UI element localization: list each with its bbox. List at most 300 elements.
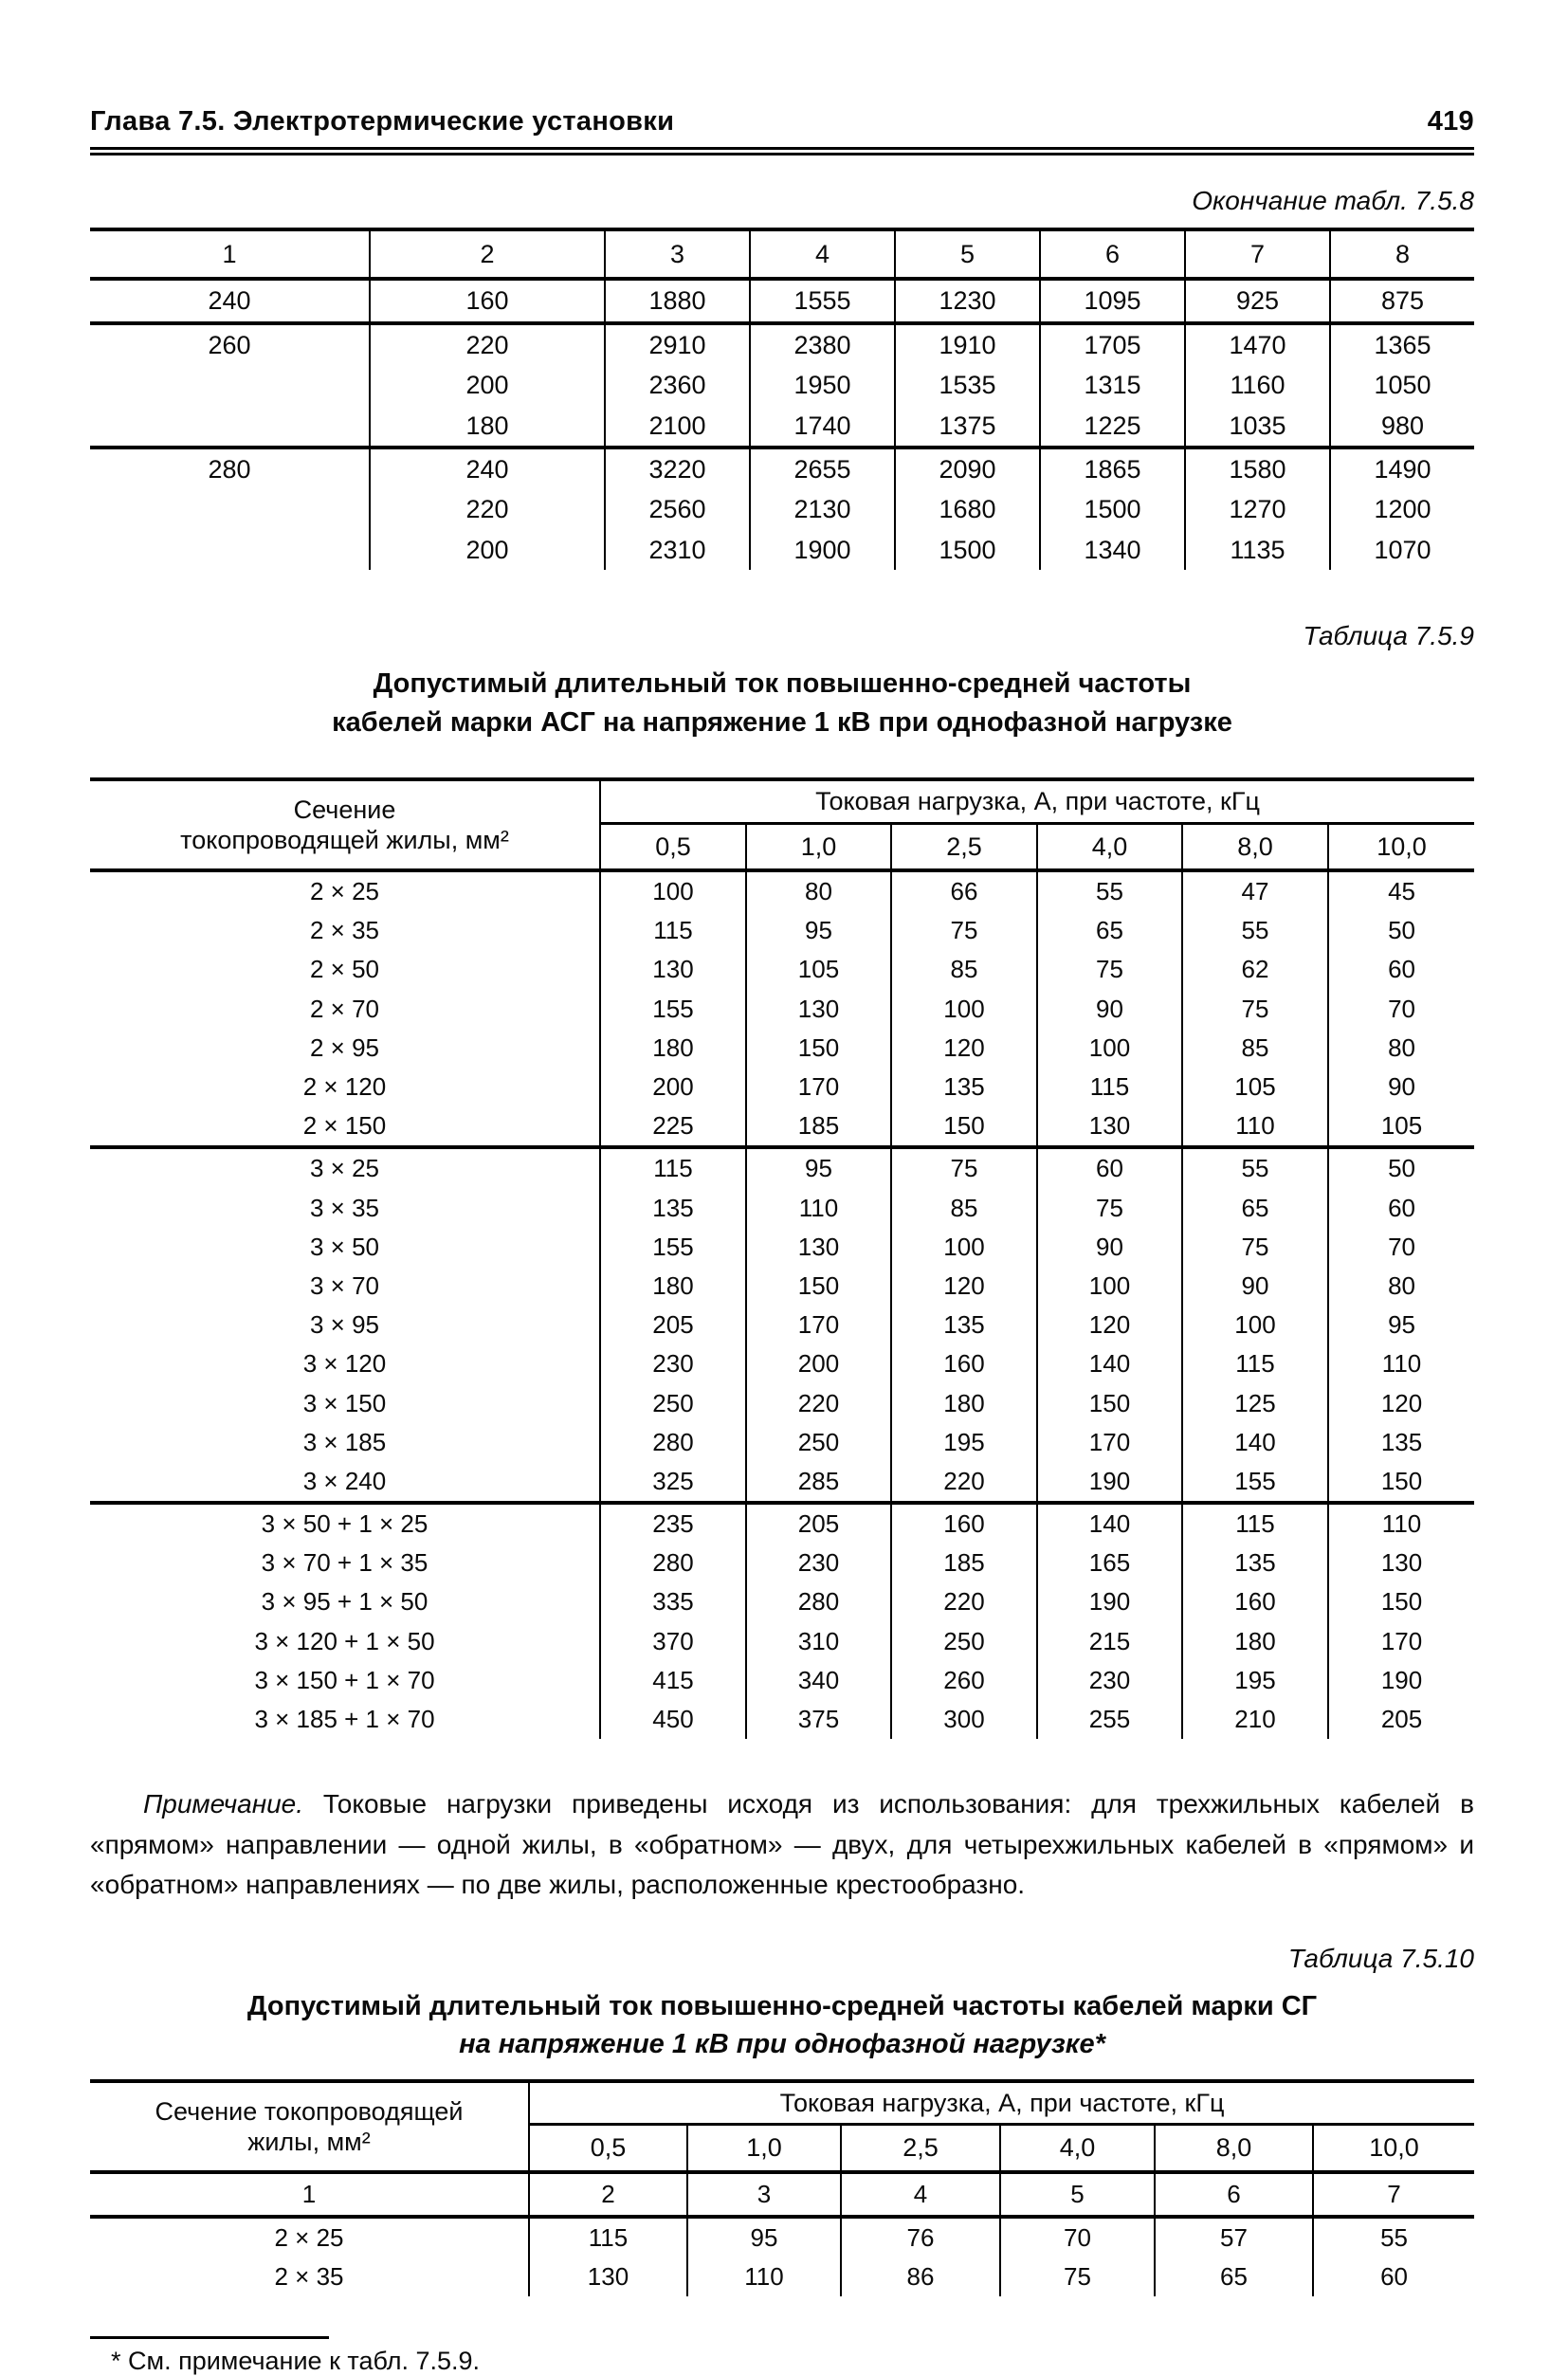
frequency-header: 0,5 [600,823,746,870]
table-759-caption: Таблица 7.5.9 [1303,621,1474,651]
table-cell: 280 [90,448,370,489]
table-cell: 1535 [895,365,1040,405]
table-cell: 1740 [750,406,895,448]
table-row [90,950,1474,989]
table-cell: 95 [746,1147,891,1188]
table-cell: 280 [600,1423,746,1462]
row-label: 3 × 95 [309,1310,379,1340]
table-cell: 250 [891,1622,1037,1661]
table-cell: 130 [746,990,891,1029]
table-cell: 80 [746,870,891,911]
table-cell: 170 [746,1068,891,1106]
table-cell: 65 [1037,911,1182,950]
table-cell: 235 [600,1503,746,1544]
row-label: 2 × 150 [302,1111,387,1141]
table-cell: 100 [891,990,1037,1029]
table-row [90,406,1474,448]
load-span-header: Токовая нагрузка, А, при частоте, кГц [600,779,1474,823]
table-cell [90,489,370,529]
table-cell: 75 [891,911,1037,950]
table-cell: 135 [891,1306,1037,1344]
table-row [90,489,1474,529]
row-label: 3 × 150 + 1 × 70 [254,1665,435,1694]
table-cell: 75 [891,1147,1037,1188]
frequency-header: 4,0 [1000,2125,1155,2172]
table-cell: 1555 [750,279,895,322]
table-cell: 1865 [1040,448,1185,489]
table-cell: 1070 [1330,530,1474,570]
row-label: 3 × 120 + 1 × 50 [254,1626,435,1655]
table-cell: 90 [1037,1228,1182,1267]
table-cell: 240 [370,448,605,489]
table-cell: 285 [746,1462,891,1503]
table-cell: 190 [1037,1582,1182,1621]
table-cell: 2380 [750,323,895,365]
table-row [90,870,1474,911]
table-cell: 1340 [1040,530,1185,570]
table-cell: 1900 [750,530,895,570]
table-cell: 50 [1328,1147,1474,1188]
table-cell: 1500 [1040,489,1185,529]
table-759 [90,777,1474,1739]
table-cell: 220 [370,489,605,529]
frequency-header: 2,5 [841,2125,1000,2172]
table-759-title-line1: Допустимый длительный ток повышенно-средней частоты [373,668,1192,700]
table-cell: 205 [600,1306,746,1344]
row-label: 2 × 35 [274,2262,344,2292]
table-cell: 220 [370,323,605,365]
table-cell: 100 [1037,1029,1182,1068]
table-cell: 220 [746,1384,891,1423]
table-cell: 45 [1328,870,1474,911]
table-cell: 110 [687,2257,841,2296]
table-cell: 90 [1182,1267,1328,1306]
table-row [90,911,1474,950]
table-cell: 75 [1037,950,1182,989]
table-row [90,1622,1474,1661]
table-cell: 110 [1328,1344,1474,1383]
table-row [90,1544,1474,1582]
table-cell: 280 [746,1582,891,1621]
table-7510-caption: Таблица 7.5.10 [1287,1943,1474,1973]
frequency-header: 4,0 [1037,823,1182,870]
row-label: 3 × 185 + 1 × 70 [254,1705,435,1734]
row-label: 3 × 50 [309,1232,379,1261]
table-cell: 1375 [895,406,1040,448]
table-cell: 120 [891,1029,1037,1068]
row-label: 3 × 150 [302,1388,387,1417]
table-cell: 335 [600,1582,746,1621]
table-cell: 2310 [605,530,750,570]
table-cell: 85 [891,950,1037,989]
table-cell [90,406,370,448]
section-column-header-line1: Сечение [293,795,396,824]
table-cell: 65 [1182,1189,1328,1228]
table-cell: 205 [1328,1700,1474,1739]
table-cell: 160 [1182,1582,1328,1621]
table-7510 [90,2079,1474,2296]
table-7510-title-line2: на напряжение 1 кВ при однофазной нагрузке* [459,2029,1105,2060]
table-cell: 155 [600,990,746,1029]
table-cell: 1160 [1185,365,1330,405]
table-cell: 925 [1185,279,1330,322]
table-cell: 150 [1037,1384,1182,1423]
table-cell: 200 [600,1068,746,1106]
row-label: 2 × 35 [309,916,379,945]
table-cell: 95 [1328,1306,1474,1344]
table-cell: 1680 [895,489,1040,529]
section-column-header [90,779,600,870]
table-cell: 150 [746,1029,891,1068]
table-cell: 220 [891,1462,1037,1503]
table-cell [90,365,370,405]
table-cell: 200 [370,530,605,570]
table-cell: 1490 [1330,448,1474,489]
table-cell: 220 [891,1582,1037,1621]
table-cell: 150 [1328,1462,1474,1503]
table-cell: 62 [1182,950,1328,989]
table-cell: 160 [891,1503,1037,1544]
table-cell: 155 [600,1228,746,1267]
table-cell: 115 [1182,1344,1328,1383]
table-row [90,1503,1474,1544]
section-column-header-line2: токопроводящей жилы, мм² [180,826,509,855]
table-cell: 50 [1328,911,1474,950]
table-cell: 95 [746,911,891,950]
table-cell: 160 [891,1344,1037,1383]
table-cell: 85 [1182,1029,1328,1068]
row-label: 2 × 25 [309,877,379,906]
note-label: Примечание. [143,1789,304,1819]
table-cell: 375 [746,1700,891,1739]
table-cell: 195 [891,1423,1037,1462]
table-row [90,1582,1474,1621]
table-cell: 230 [746,1544,891,1582]
table-cell: 185 [891,1544,1037,1582]
table-cell: 150 [1328,1582,1474,1621]
table-cell: 180 [600,1029,746,1068]
table-cell: 75 [1182,1228,1328,1267]
table-cell: 250 [746,1423,891,1462]
table-cell: 86 [841,2257,1000,2296]
table-cell: 120 [891,1267,1037,1306]
table-cell: 100 [1037,1267,1182,1306]
frequency-header: 2,5 [891,823,1037,870]
frequency-header: 1,0 [746,823,891,870]
table-cell: 130 [529,2257,687,2296]
table-row [90,1189,1474,1228]
table-cell: 260 [891,1661,1037,1700]
table-cell: 2560 [605,489,750,529]
table-cell: 200 [746,1344,891,1383]
table-cell: 255 [1037,1700,1182,1739]
table-cell: 135 [891,1068,1037,1106]
table-cell: 85 [891,1189,1037,1228]
column-header: 6 [1040,229,1185,279]
table-cell: 115 [1037,1068,1182,1106]
table-row [90,1068,1474,1106]
table-cell: 1470 [1185,323,1330,365]
table-cell: 2360 [605,365,750,405]
row-label: 3 × 70 + 1 × 35 [261,1548,428,1578]
note-text: Токовые нагрузки приведены исходя из использования: для трехжильных кабелей в «прямом» направлении — одной жилы, в «обратном» — двух, для четырехжильных кабелей в «прямом» и «обратном» направлениях — по две жилы, расположенные крестообразно. [90,1789,1474,1900]
table-cell: 90 [1037,990,1182,1029]
table-cell: 65 [1155,2257,1313,2296]
table-cell: 66 [891,870,1037,911]
table-cell: 2655 [750,448,895,489]
table-cell: 240 [208,286,251,316]
table-cell: 135 [1328,1423,1474,1462]
table-cell: 185 [746,1106,891,1147]
table-cell: 115 [529,2217,687,2257]
table-cell: 75 [1000,2257,1155,2296]
column-header: 5 [895,229,1040,279]
table-cell [90,530,370,570]
table-cell: 310 [746,1622,891,1661]
column-header: 7 [1185,229,1330,279]
table-7510-title-line1: Допустимый длительный ток повышенно-средней частоты кабелей марки СГ [246,1990,1318,2021]
table-cell: 155 [1182,1462,1328,1503]
frequency-header: 8,0 [1182,823,1328,870]
row-label: 3 × 240 [302,1466,387,1495]
table-cell: 100 [600,870,746,911]
table-cell: 1230 [895,279,1040,322]
table-cell: 230 [600,1344,746,1383]
table-cell: 75 [1037,1189,1182,1228]
table-row [90,1700,1474,1739]
table-row [90,279,1474,322]
row-label: 2 × 120 [302,1072,387,1102]
table-cell: 55 [1313,2217,1474,2257]
footnote-rule [90,2336,329,2339]
table-cell: 130 [1328,1544,1474,1582]
row-label: 2 × 25 [274,2223,344,2253]
table-cell: 160 [370,279,605,322]
column-number-row [90,2172,1474,2217]
chapter-heading: Глава 7.5. Электротермические установки [90,106,675,137]
column-header-row [90,229,1474,279]
table-cell: 1315 [1040,365,1185,405]
frequency-header: 10,0 [1313,2125,1474,2172]
table-cell: 47 [1182,870,1328,911]
table-cell: 60 [1313,2257,1474,2296]
table-cell: 190 [1037,1462,1182,1503]
table-cell: 57 [1155,2217,1313,2257]
table-cell: 180 [600,1267,746,1306]
table-cell: 60 [1328,1189,1474,1228]
table-cell: 1365 [1330,323,1474,365]
table-cell: 120 [1037,1306,1182,1344]
table-cell: 55 [1037,870,1182,911]
table-row [90,2257,1474,2296]
table-row [90,1267,1474,1306]
table-cell: 115 [600,911,746,950]
row-label: 2 × 70 [309,994,379,1023]
table-cell: 1580 [1185,448,1330,489]
table-row [90,1147,1474,1188]
frequency-header: 1,0 [687,2125,841,2172]
table-759-title-line2: кабелей марки АСГ на напряжение 1 кВ при однофазной нагрузке [332,706,1232,738]
table-cell: 260 [90,323,370,365]
table-row [90,1384,1474,1423]
column-number: 1 [90,2172,529,2217]
table-cell: 280 [600,1544,746,1582]
table-cell: 110 [1328,1503,1474,1544]
column-header: 3 [605,229,750,279]
row-label: 3 × 35 [309,1193,379,1222]
table-cell: 3220 [605,448,750,489]
table-row [90,1423,1474,1462]
table-cell: 195 [1182,1661,1328,1700]
row-label: 3 × 120 [302,1349,387,1379]
table-cell: 1880 [605,279,750,322]
table-cell: 180 [370,406,605,448]
table-cell: 150 [746,1267,891,1306]
table-row [90,365,1474,405]
table-cell: 55 [1182,911,1328,950]
table-7510-header-row [90,2081,1474,2125]
table-row [90,1462,1474,1503]
table-cell: 205 [746,1503,891,1544]
table-cell: 340 [746,1661,891,1700]
section-column-header-line2: жилы, мм² [247,2127,371,2156]
table-cell: 250 [600,1384,746,1423]
footnote-text: * См. примечание к табл. 7.5.9. [111,2347,481,2376]
table-cell: 100 [891,1228,1037,1267]
table-cell: 1950 [750,365,895,405]
table-cell: 170 [1037,1423,1182,1462]
table-cell: 80 [1328,1267,1474,1306]
section-column-header [90,2081,529,2172]
table-cell: 125 [1182,1384,1328,1423]
row-label: 3 × 50 + 1 × 25 [90,1503,600,1544]
section-column-header-line1: Сечение токопроводящей [155,2096,464,2126]
column-header: 1 [90,229,370,279]
table-cell: 130 [600,950,746,989]
table-cell: 1050 [1330,365,1474,405]
table-cell: 230 [1037,1661,1182,1700]
table-cell: 70 [1000,2217,1155,2257]
table-cell: 190 [1328,1661,1474,1700]
table-cell: 2100 [605,406,750,448]
table-cell: 1705 [1040,323,1185,365]
table-cell: 135 [1182,1544,1328,1582]
table-cell: 1095 [1040,279,1185,322]
table-cell: 80 [1328,1029,1474,1068]
frequency-header: 0,5 [529,2125,687,2172]
row-label: 2 × 95 [309,1033,379,1062]
table-cell: 140 [1037,1344,1182,1383]
page-number: 419 [1427,106,1474,137]
table-cell: 180 [891,1384,1037,1423]
table-cell: 180 [1182,1622,1328,1661]
table-cell: 1225 [1040,406,1185,448]
table-cell: 130 [746,1228,891,1267]
table-cell: 150 [891,1106,1037,1147]
table-cell: 140 [1182,1423,1328,1462]
table-cell: 70 [1328,990,1474,1029]
row-label: 3 × 70 [309,1270,379,1300]
table-cell: 170 [746,1306,891,1344]
table-cell: 1035 [1185,406,1330,448]
table-row [90,1106,1474,1147]
column-number: 7 [1313,2172,1474,2217]
column-number: 6 [1155,2172,1313,2217]
table-cell: 170 [1328,1622,1474,1661]
table-cell: 1200 [1330,489,1474,529]
table-cell: 140 [1037,1503,1182,1544]
table-cell: 75 [1182,990,1328,1029]
table-row [90,1306,1474,1344]
table-cell: 325 [600,1462,746,1503]
table-cell: 370 [600,1622,746,1661]
table-cell: 215 [1037,1622,1182,1661]
row-label: 3 × 95 + 1 × 50 [261,1587,428,1617]
table-cell: 1500 [895,530,1040,570]
row-label: 3 × 25 [90,1147,600,1188]
column-header: 8 [1330,229,1474,279]
table-cell: 415 [600,1661,746,1700]
table-cell: 60 [1328,950,1474,989]
table-cell: 95 [687,2217,841,2257]
table-row [90,1344,1474,1383]
load-span-header: Токовая нагрузка, А, при частоте, кГц [529,2081,1474,2125]
table-cell: 115 [600,1147,746,1188]
table-row [90,1661,1474,1700]
table-7510-title [90,1987,1474,2064]
table-cell: 135 [600,1189,746,1228]
note [90,1784,1474,1906]
table-row [90,448,1474,489]
table-row [90,990,1474,1029]
header-rule [90,147,1474,155]
table-row [90,2217,1474,2257]
table-cell: 875 [1330,279,1474,322]
table-row [90,323,1474,365]
table-cell: 100 [1182,1306,1328,1344]
column-number: 2 [529,2172,687,2217]
table-cell: 2090 [895,448,1040,489]
table-cell: 225 [600,1106,746,1147]
page-header [90,106,1474,137]
row-label: 3 × 185 [302,1427,387,1456]
table-row [90,530,1474,570]
table-cell: 115 [1182,1503,1328,1544]
table-cell: 90 [1328,1068,1474,1106]
table-cell: 450 [600,1700,746,1739]
table-cell: 2130 [750,489,895,529]
table-cell: 165 [1037,1544,1182,1582]
row-label: 2 × 50 [309,955,379,984]
table-cell: 60 [1037,1147,1182,1188]
column-header: 4 [750,229,895,279]
table-cell: 70 [1328,1228,1474,1267]
table-758-caption: Окончание табл. 7.5.8 [1192,186,1474,215]
table-cell: 76 [841,2217,1000,2257]
frequency-header: 10,0 [1328,823,1474,870]
table-cell: 1135 [1185,530,1330,570]
table-cell: 55 [1182,1147,1328,1188]
table-cell: 1910 [895,323,1040,365]
table-cell: 2910 [605,323,750,365]
table-758 [90,228,1474,570]
column-number: 5 [1000,2172,1155,2217]
table-row [90,1029,1474,1068]
table-cell: 110 [746,1189,891,1228]
table-cell: 210 [1182,1700,1328,1739]
column-header: 2 [370,229,605,279]
table-cell: 105 [746,950,891,989]
